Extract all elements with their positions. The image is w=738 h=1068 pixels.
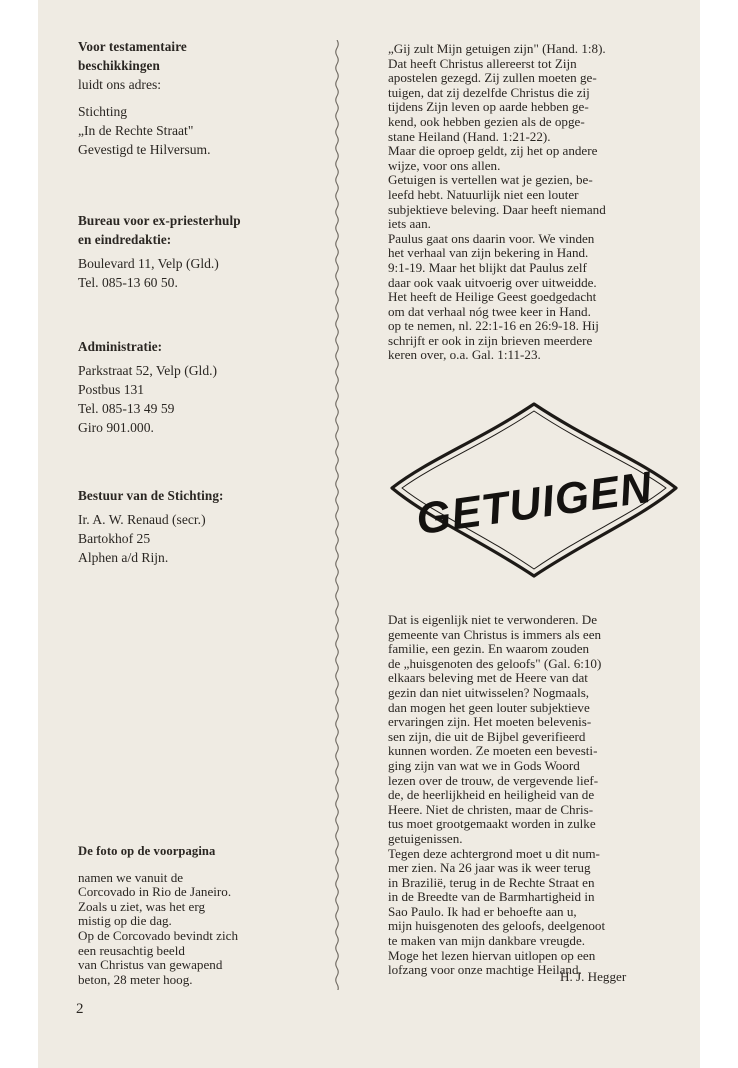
administratie-line-1: Parkstraat 52, Velp (Gld.) — [78, 363, 218, 378]
article-line: Getuigen is vertellen wat je gezien, be- — [388, 172, 593, 188]
signature: H. J. Hegger — [560, 969, 627, 984]
article-line: sen zijn, die uit de Bijbel geverifieerd — [388, 728, 586, 744]
testament-heading-1: Voor testamentaire — [78, 39, 187, 54]
foto-line: Corcovado in Rio de Janeiro. — [78, 884, 232, 900]
article-line: de, de heerlijkheid en heiligheid van de — [388, 787, 595, 803]
bestuur-line-3: Alphen a/d Rijn. — [78, 550, 169, 565]
article-line: familie, een gezin. En waarom zouden — [388, 641, 590, 657]
foto-line: Op de Corcovado bevindt zich — [78, 927, 238, 943]
foto-caption — [78, 871, 323, 988]
article-line: iets aan. — [388, 216, 431, 232]
article-line: Dat is eigenlijk niet te verwonderen. De — [388, 612, 598, 627]
article-line: kend, ook hebben gezien als de opge- — [388, 113, 585, 129]
article-line: subjektieve beleving. Daar heeft niemand — [388, 201, 606, 217]
administratie-line-3: Tel. 085-13 49 59 — [78, 401, 175, 416]
article-line: dan mogen het geen louter subjektieve — [388, 699, 590, 715]
column-divider — [331, 40, 343, 990]
article-line: apostelen gezegd. Zij zullen moeten ge- — [388, 70, 597, 86]
article-line: op te nemen, nl. 22:1-16 en 26:9-18. Hij — [388, 318, 599, 334]
article-line: stane Heiland (Hand. 1:21-22). — [388, 128, 551, 144]
article-line: wijze, voor ons allen. — [388, 157, 501, 173]
foto-heading: De foto op de voorpagina — [78, 844, 216, 858]
administratie-line-2: Postbus 131 — [78, 382, 145, 397]
testament-heading-2: beschikkingen — [78, 58, 160, 73]
article-line: tus moet grootgemaakt worden in zulke — [388, 816, 596, 832]
article-line: te maken van mijn dankbare vreugde. — [388, 933, 586, 949]
testament-line-2: Stichting — [78, 104, 128, 119]
article-line: ging zijn van wat we in Gods Woord — [388, 757, 580, 773]
article-line: 9:1-19. Maar het blijkt dat Paulus zelf — [388, 259, 587, 275]
article-line: gezin dan niet uitwisselen? Nogmaals, — [388, 684, 590, 700]
getuigen-logo — [388, 400, 680, 580]
administratie-heading: Administratie: — [78, 339, 163, 354]
article-line: Het heeft de Heilige Geest goedgedacht — [388, 289, 597, 305]
foto-line: een reusachtig beeld — [78, 942, 185, 958]
testament-line-1: luidt ons adres: — [78, 77, 162, 92]
bureau-heading-2: en eindredaktie: — [78, 232, 172, 247]
article-line: lezen over de trouw, de vergevende lief- — [388, 772, 599, 788]
article-line: Paulus gaat ons daarin voor. We vinden — [388, 230, 595, 246]
article-line: mer zien. Na 26 jaar was ik weer terug — [388, 860, 591, 876]
administratie-line-4: Giro 901.000. — [78, 420, 154, 435]
foto-line: Zoals u ziet, was het erg — [78, 898, 206, 914]
article-line: tijdens Zijn leven op aarde hebben ge- — [388, 99, 589, 115]
article-line: elkaars beleving met de Heere van dat — [388, 670, 588, 686]
foto-line: beton, 28 meter hoog. — [78, 971, 193, 987]
article-line: Moge het lezen hiervan uitlopen op een — [388, 947, 596, 963]
testament-line-3: „In de Rechte Straat" — [78, 123, 194, 138]
article-line: gemeente van Christus is immers als een — [388, 626, 602, 642]
article-line: het verhaal van zijn bekering in Hand. — [388, 245, 589, 261]
article-line: de „huisgenoten des geloofs" (Gal. 6:10) — [388, 655, 602, 671]
bestuur-line-1: Ir. A. W. Renaud (secr.) — [78, 512, 206, 527]
bureau-heading-1: Bureau voor ex-priesterhulp — [78, 213, 241, 228]
article-line: kunnen worden. Ze moeten een bevesti- — [388, 743, 598, 759]
logo-text: GETUIGEN — [413, 462, 656, 545]
bureau-line-1: Boulevard 11, Velp (Gld.) — [78, 256, 219, 271]
article-line: getuigenissen. — [388, 830, 463, 846]
foto-line: van Christus van gewapend — [78, 957, 223, 973]
foto-line: mistig op die dag. — [78, 913, 172, 929]
article-line: „Gij zult Mijn getuigen zijn" (Hand. 1:8). — [388, 41, 606, 56]
testament-line-4: Gevestigd te Hilversum. — [78, 142, 211, 157]
article-line: Sao Paulo. Ik had er behoefte aan u, — [388, 903, 577, 919]
page-number: 2 — [76, 1001, 84, 1017]
article-line: ervaringen zijn. Het moeten belevenis- — [388, 714, 592, 730]
article-line: tuigen, dat zij dezelfde Christus die zij — [388, 84, 590, 100]
article-line: in Brazilië, terug in de Rechte Straat en — [388, 874, 595, 890]
intro-article — [388, 42, 678, 363]
bestuur-heading: Bestuur van de Stichting: — [78, 488, 224, 503]
article-line: lofzang voor onze machtige Heiland. — [388, 962, 582, 978]
article-line: Tegen deze achtergrond moet u dit num- — [388, 845, 600, 861]
article-line: Maar die oproep geldt, zij het op andere — [388, 143, 598, 159]
administratie-block — [78, 337, 323, 437]
article-line: leefd hebt. Natuurlijk niet een louter — [388, 186, 579, 202]
foto-block — [78, 844, 323, 987]
article-line: mijn huisgenoten des geloofs, deelgenoot — [388, 918, 606, 934]
article-line: Heere. Niet de christen, maar de Chris- — [388, 801, 594, 817]
foto-line: namen we vanuit de — [78, 869, 184, 885]
article-line: om dat verhaal nóg twee keer in Hand. — [388, 303, 591, 319]
article-line: schrijft er ook in zijn brieven meerdere — [388, 332, 593, 348]
article-line: daar ook vaak uitvoerig over uitweidde. — [388, 274, 597, 290]
bureau-line-2: Tel. 085-13 60 50. — [78, 275, 178, 290]
article-line: Dat heeft Christus allereerst tot Zijn — [388, 55, 577, 71]
testament-block — [78, 37, 323, 159]
article-line: in de Breedte van de Barmhartigheid in — [388, 889, 595, 905]
main-article — [388, 613, 678, 978]
bestuur-line-2: Bartokhof 25 — [78, 531, 151, 546]
bureau-block — [78, 211, 323, 292]
article-line: keren over, o.a. Gal. 1:11-23. — [388, 347, 541, 363]
bestuur-block — [78, 486, 323, 567]
